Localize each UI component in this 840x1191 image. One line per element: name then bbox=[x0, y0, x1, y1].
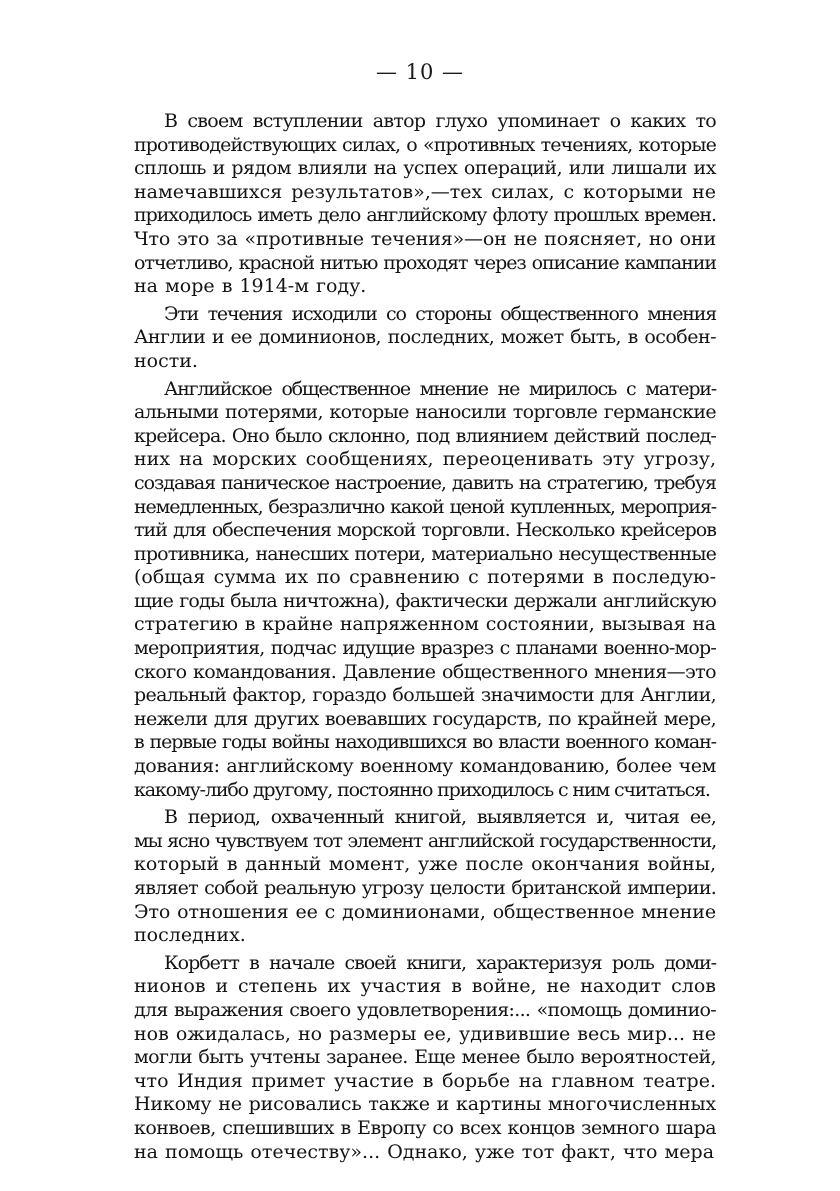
text-line: мы ясно чувствуем тот элемент английской государственности, bbox=[134, 829, 716, 852]
text-line: нежели для других воевавших государств, по крайней мере, bbox=[134, 707, 716, 730]
text-line: Эти течения исходили со стороны общественного мнения bbox=[164, 302, 716, 325]
paragraph bbox=[134, 378, 716, 803]
paragraph bbox=[134, 806, 716, 948]
text-line: отчетливо, красной нитью проходят через описание кампании bbox=[134, 251, 716, 274]
text-line: нионов и степень их участия в войне, не находит слов bbox=[134, 975, 716, 998]
text-line: на помощь отечеству»... Однако, уже тот факт, что мера bbox=[134, 1140, 715, 1163]
text-line: Что это за «противные течения»—он не поясняет, но они bbox=[134, 227, 716, 250]
text-line: приходилось иметь дело английскому флоту прошлых времен. bbox=[134, 204, 716, 227]
text-line: для выражения своего удовлетворения:... «помощь доминио- bbox=[134, 998, 716, 1021]
text-line: Это отношения ее с доминионами, общественное мнение bbox=[134, 900, 716, 923]
text-line: какому-либо другому, постоянно приходилось с ним считаться. bbox=[134, 778, 710, 801]
text-line: который в данный момент, уже после окончания войны, bbox=[134, 853, 716, 876]
text-line: стратегию в крайне напряженном состоянии, вызывая на bbox=[134, 613, 716, 636]
text-line: противника, нанесших потери, материально несущественные bbox=[134, 542, 716, 565]
text-line: нов ожидалась, но размеры ее, удивившие весь мир... не bbox=[134, 1022, 716, 1045]
text-line: Англии и ее доминионов, последних, может быть, в особен- bbox=[134, 326, 716, 349]
text-line: крейсера. Оно было склонно, под влиянием действий послед- bbox=[134, 424, 716, 447]
text-line: дования: английскому военному командованию, более чем bbox=[134, 755, 716, 778]
text-line: являет собой реальную угрозу целости британской империи. bbox=[134, 877, 716, 899]
body-text bbox=[134, 110, 716, 1168]
text-line: ности. bbox=[134, 349, 198, 372]
text-line: конвоев, спешивших в Европу со всех концов земного шара bbox=[134, 1116, 716, 1139]
page-number: — 10 — bbox=[375, 60, 465, 84]
paragraph bbox=[134, 303, 716, 374]
text-line: намечавшихся результатов»,—тех силах, с которыми не bbox=[134, 180, 716, 203]
text-line: сплошь и рядом влияли на успех операций, или лишали их bbox=[134, 157, 716, 180]
text-line: В период, охваченный книгой, выявляется и, читая ее, bbox=[164, 806, 716, 829]
text-line: ского командования. Давление общественного мнения—это bbox=[134, 660, 716, 683]
text-line: на море в 1914-м году. bbox=[134, 275, 367, 298]
text-line: Корбетт в начале своей книги, характеризуя роль доми- bbox=[164, 951, 716, 974]
text-line: Никому не рисовались также и картины многочисленных bbox=[134, 1093, 716, 1116]
text-line: что Индия примет участие в борьбе на главном театре. bbox=[134, 1069, 716, 1092]
text-line: могли быть учтены заранее. Еще менее было вероятностей, bbox=[134, 1046, 716, 1069]
text-line: мероприятия, подчас идущие вразрез с планами военно-мор- bbox=[134, 637, 716, 660]
text-line: Английское общественное мнение не мирилось с матери- bbox=[164, 377, 716, 400]
paragraph bbox=[134, 110, 716, 299]
text-line: тий для обеспечения морской торговли. Несколько крейсеров bbox=[134, 519, 716, 542]
paragraph bbox=[134, 952, 716, 1164]
text-line: создавая паническое настроение, давить на стратегию, требуя bbox=[134, 471, 716, 494]
text-line: (общая сумма их по сравнению с потерями в последую- bbox=[134, 566, 716, 589]
text-line: немедленных, безразлично какой ценой купленных, мероприя- bbox=[134, 495, 716, 518]
text-line: последних. bbox=[134, 924, 246, 947]
text-line: щие годы была ничтожна), фактически держали английскую bbox=[134, 589, 716, 612]
text-line: альными потерями, которые наносили торговле германские bbox=[134, 401, 716, 424]
text-line: противодействующих силах, о «противных течениях, которые bbox=[134, 133, 716, 156]
text-line: в первые годы войны находившихся во власти военного коман- bbox=[134, 731, 716, 754]
text-line: реальный фактор, гораздо большей значимости для Англии, bbox=[134, 684, 716, 707]
text-line: них на морских сообщениях, переоценивать эту угрозу, bbox=[134, 448, 716, 471]
text-line: В своем вступлении автор глухо упоминает о каких то bbox=[164, 110, 716, 132]
